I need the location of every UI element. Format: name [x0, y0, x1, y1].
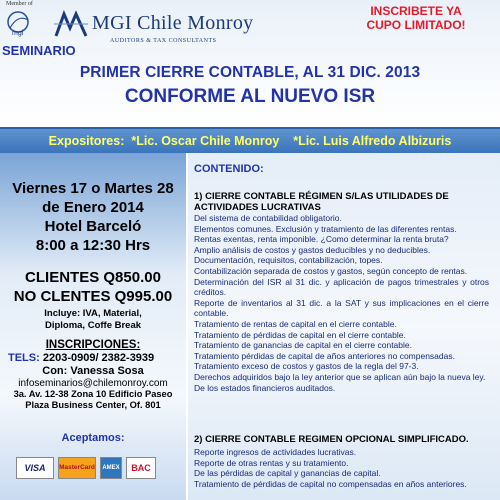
company-logo [54, 10, 254, 44]
event-details [0, 179, 186, 255]
section-1-items [194, 213, 489, 393]
list-item: Tratamiento exceso de costos y gastos de la regla del 97-3. [194, 361, 419, 372]
list-item: Tratamiento de pérdidas de capital en el cierre contable. [194, 329, 406, 340]
includes-note [0, 308, 186, 331]
speaker-1: *Lic. Oscar Chile Monroy [131, 134, 280, 148]
section-1-title: 1) CIERRE CONTABLE RÉGIMEN S/LAS UTILIDADES DE ACTIVIDADES LUCRATIVAS [194, 191, 449, 213]
promo-line-2: CUPO LIMITADO! [366, 18, 466, 32]
phones-value[interactable]: 2203-0909/ 2382-3939 [42, 352, 155, 364]
list-item: Contabilización separada de costos y gastos, según concepto de rentas. [194, 265, 468, 276]
amex-card-icon: AMEX [100, 457, 122, 479]
list-item: Del sistema de contabilidad obligatorio. [194, 213, 342, 223]
payments-heading: Aceptamos: [61, 432, 125, 444]
section-2-title: 2) CIERRE CONTABLE REGIMEN OPCIONAL SIMPLIFICADO. [194, 434, 469, 445]
price-clients: CLIENTES Q850.00 [25, 269, 161, 286]
speaker-2: *Lic. Luis Alfredo Albizuris [293, 134, 452, 148]
address-line-2: Plaza Business Center, Of. 801 [25, 400, 161, 410]
list-item: Elementos comunes. Exclusión y tratamiento de las diferentes rentas. [194, 223, 457, 234]
seminar-label: SEMINARIO [2, 43, 76, 58]
list-item: Tratamiento de pérdidas de capital no compensadas en años anteriores. [194, 478, 467, 489]
address-line-1: 3a. Av. 12-38 Zona 10 Edificio Paseo [13, 389, 173, 399]
contents-panel [188, 153, 500, 500]
promo-callout [346, 4, 486, 32]
event-info-panel [0, 153, 186, 500]
list-item: Reporte de otras rentas y su tratamiento. [194, 457, 349, 468]
header-area [0, 0, 500, 128]
event-date-line-2: de Enero 2014 [42, 199, 144, 216]
speakers-bar [0, 127, 500, 153]
registration-heading: INSCRIPCIONES: [45, 339, 141, 351]
event-time: 8:00 a 12:30 Hrs [35, 237, 151, 254]
promo-line-1: INSCRIBETE YA [370, 4, 462, 18]
list-item: Tratamiento de ganancias de capital en el cierre contable. [194, 340, 412, 351]
registration-email[interactable]: infoseminarios@chilemonroy.com [18, 378, 168, 389]
speakers-label: Expositores: [48, 134, 125, 148]
list-item: Determinación del ISR al 31 dic. y aplicación de pagos trimestrales y otros créditos. [194, 276, 489, 298]
seminar-title-line-2: CONFORME AL NUEVO ISR [124, 86, 376, 107]
company-name: MGI Chile Monroy [92, 12, 254, 34]
svg-text:mgi: mgi [12, 30, 24, 37]
registration-phones [8, 352, 154, 364]
list-item: Amplio análisis de costos y gastos deducibles y no deducibles. [194, 244, 431, 255]
list-item: Tratamiento de rentas de capital en el cierre contable. [194, 318, 397, 329]
logo-mark-icon [54, 10, 88, 38]
registration-address [0, 389, 186, 411]
includes-line-1: Incluye: IVA, Material, [44, 308, 142, 319]
list-item: Reporte de inventarios al 31 dic. a la SAT y sus implicaciones en el cierre contable. [194, 297, 489, 319]
seminar-title-line-1: PRIMER CIERRE CONTABLE, AL 31 DIC. 2013 [79, 64, 421, 81]
visa-card-icon: VISA [16, 457, 54, 479]
prices [0, 268, 186, 306]
mastercard-icon: MasterCard [58, 457, 96, 479]
member-of-label: Member of [6, 1, 33, 7]
mgi-small-logo [6, 10, 36, 38]
list-item: Rentas exentas, renta imponible. ¿Como determinar la renta bruta? [194, 234, 449, 245]
list-item: De las pérdidas de capital y ganancias de capital. [194, 468, 381, 479]
company-tagline: AUDITORS & TAX CONSULTANTS [110, 38, 217, 44]
list-item: Derechos adquiridos bajo la ley anterior que se aplican aún bajo la nueva ley. [194, 371, 486, 382]
phones-label: TELS: [8, 352, 40, 364]
event-date-line-1: Viernes 17 o Martes 28 [12, 180, 174, 197]
registration-contact: Con: Vanessa Sosa [42, 365, 144, 377]
list-item: Reporte ingresos de actividades lucrativas. [194, 447, 357, 457]
list-item: Documentación, requisitos, contabilización, topes. [194, 255, 383, 266]
price-non-clients: NO CLENTES Q995.00 [13, 288, 173, 305]
event-venue: Hotel Barceló [44, 218, 142, 235]
bac-card-icon: BAC [126, 457, 156, 479]
contents-title: CONTENIDO: [194, 163, 264, 175]
list-item: De los estados financieros auditados. [194, 382, 336, 393]
includes-line-2: Diploma, Coffe Break [44, 319, 142, 331]
list-item: Tratamiento pérdidas de capital de años anteriores no compensadas. [194, 350, 455, 361]
section-2-items [194, 447, 489, 489]
